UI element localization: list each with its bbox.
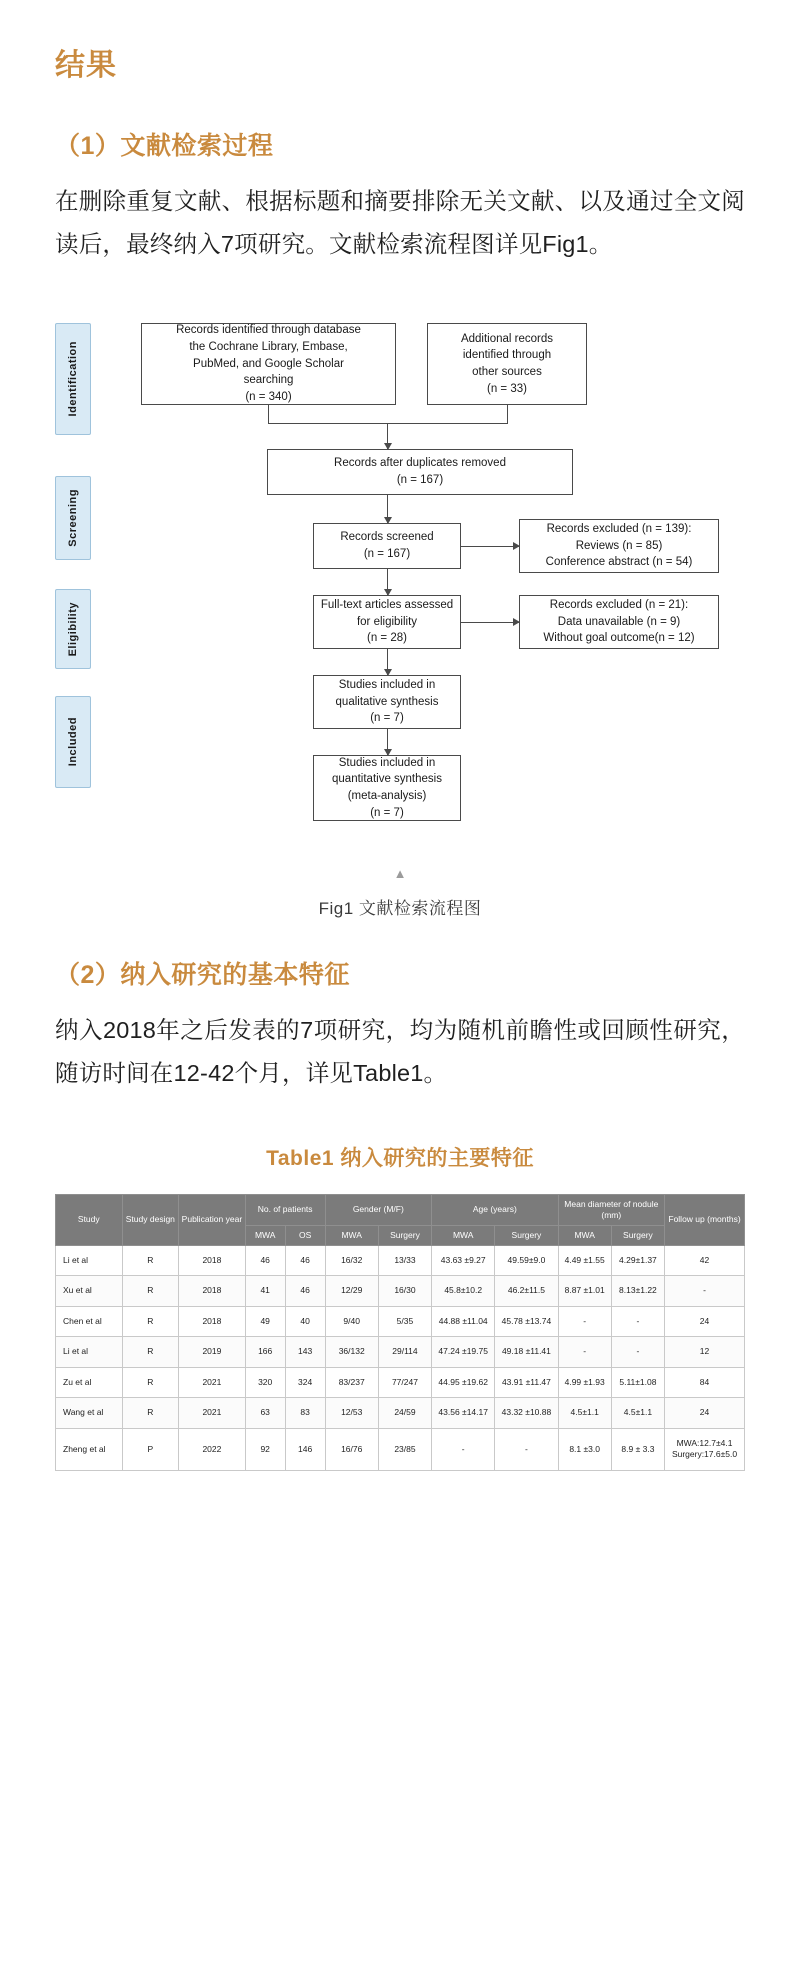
th-publication-year: Publication year	[179, 1194, 246, 1245]
chevron-up-icon[interactable]: ▲	[393, 865, 407, 881]
arrow-to-quantitative	[387, 729, 388, 755]
table-row: Li et al R 2018 46 46 16/32 13/33 43.63 ±9.27 49.59±9.0 4.49 ±1.55 4.29±1.37 42	[56, 1246, 745, 1276]
th-diam-surgery: Surgery	[611, 1225, 664, 1245]
th-mean-diameter: Mean diameter of nodule (mm)	[558, 1194, 665, 1225]
figure-caption: Fig1 文献检索流程图	[318, 898, 482, 918]
th-gender-surgery: Surgery	[378, 1225, 431, 1245]
subsection-paragraph-2: 纳入2018年之后发表的7项研究，均为随机前瞻性或回顾性研究，随访时间在12-42个月，详见Table1。	[55, 1016, 745, 1087]
node-records-identified-database: Records identified through database the Cochrane Library, Embase, PubMed, and Google Scholar searching (n = 340)	[141, 323, 396, 405]
th-diam-mwa: MWA	[558, 1225, 611, 1245]
th-gender-mwa: MWA	[325, 1225, 378, 1245]
node-quantitative-synthesis: Studies included in quantitative synthesis (meta-analysis) (n = 7)	[313, 755, 461, 821]
stage-label-eligibility: Eligibility	[55, 589, 91, 669]
th-study: Study	[56, 1194, 123, 1245]
stage-label-included: Included	[55, 696, 91, 788]
prisma-figure	[55, 301, 745, 919]
table-row: Chen et al R 2018 49 40 9/40 5/35 44.88 ±11.04 45.78 ±13.74 - - 24	[56, 1306, 745, 1336]
table-title: Table1 纳入研究的主要特征	[266, 1146, 534, 1170]
node-additional-records: Additional records identified through other sources (n = 33)	[427, 323, 587, 405]
subsection-title-2: （2）纳入研究的基本特征	[55, 960, 350, 989]
th-age: Age (years)	[432, 1194, 558, 1225]
page-title: 结果	[55, 49, 117, 82]
connector-left-down	[268, 405, 269, 423]
arrow-to-excluded-1	[461, 546, 519, 547]
table-row: Li et al R 2019 166 143 36/132 29/114 47.24 ±19.75 49.18 ±11.41 - - 12	[56, 1337, 745, 1367]
arrow-to-duplicates	[387, 423, 388, 449]
arrow-to-qualitative	[387, 649, 388, 675]
node-after-duplicates-removed: Records after duplicates removed (n = 167)	[267, 449, 573, 495]
table-header-row-top	[56, 1194, 745, 1225]
subsection-paragraph-1: 在删除重复文献、根据标题和摘要排除无关文献、以及通过全文阅读后，最终纳入7项研究。文献检索流程图详见Fig1。	[55, 188, 745, 258]
node-fulltext-assessed: Full-text articles assessed for eligibility (n = 28)	[313, 595, 461, 649]
stage-label-identification: Identification	[55, 323, 91, 435]
table-row: Zheng et al P 2022 92 146 16/76 23/85 - - 8.1 ±3.0 8.9 ± 3.3 MWA:12.7±4.1 Surgery:17.6±5.0	[56, 1428, 745, 1470]
th-gender: Gender (M/F)	[325, 1194, 432, 1225]
arrow-to-screened	[387, 495, 388, 523]
connector-right-down	[507, 405, 508, 423]
table-row: Zu et al R 2021 320 324 83/237 77/247 44.95 ±19.62 43.91 ±11.47 4.99 ±1.93 5.11±1.08 84	[56, 1367, 745, 1397]
th-follow-up: Follow up (months)	[665, 1194, 745, 1245]
node-records-excluded-2: Records excluded (n = 21): Data unavailable (n = 9) Without goal outcome(n = 12)	[519, 595, 719, 649]
th-patients-mwa: MWA	[245, 1225, 285, 1245]
arrow-to-excluded-2	[461, 622, 519, 623]
connector-merge-horizontal	[268, 423, 508, 424]
prisma-flow-diagram	[55, 301, 745, 861]
stage-label-screening: Screening	[55, 476, 91, 560]
th-no-of-patients: No. of patients	[245, 1194, 325, 1225]
node-records-excluded-1: Records excluded (n = 139): Reviews (n = 85) Conference abstract (n = 54)	[519, 519, 719, 573]
node-qualitative-synthesis: Studies included in qualitative synthesis (n = 7)	[313, 675, 461, 729]
characteristics-table-wrapper	[55, 1194, 745, 1471]
node-records-screened: Records screened (n = 167)	[313, 523, 461, 569]
arrow-to-fulltext	[387, 569, 388, 595]
characteristics-table	[55, 1194, 745, 1471]
th-patients-os: OS	[285, 1225, 325, 1245]
table-row: Xu et al R 2018 41 46 12/29 16/30 45.8±10.2 46.2±11.5 8.87 ±1.01 8.13±1.22 -	[56, 1276, 745, 1306]
th-age-surgery: Surgery	[495, 1225, 558, 1245]
table-row: Wang et al R 2021 63 83 12/53 24/59 43.56 ±14.17 43.32 ±10.88 4.5±1.1 4.5±1.1 24	[56, 1398, 745, 1428]
th-age-mwa: MWA	[432, 1225, 495, 1245]
th-study-design: Study design	[122, 1194, 179, 1245]
subsection-title-1: （1）文献检索过程	[55, 132, 274, 160]
